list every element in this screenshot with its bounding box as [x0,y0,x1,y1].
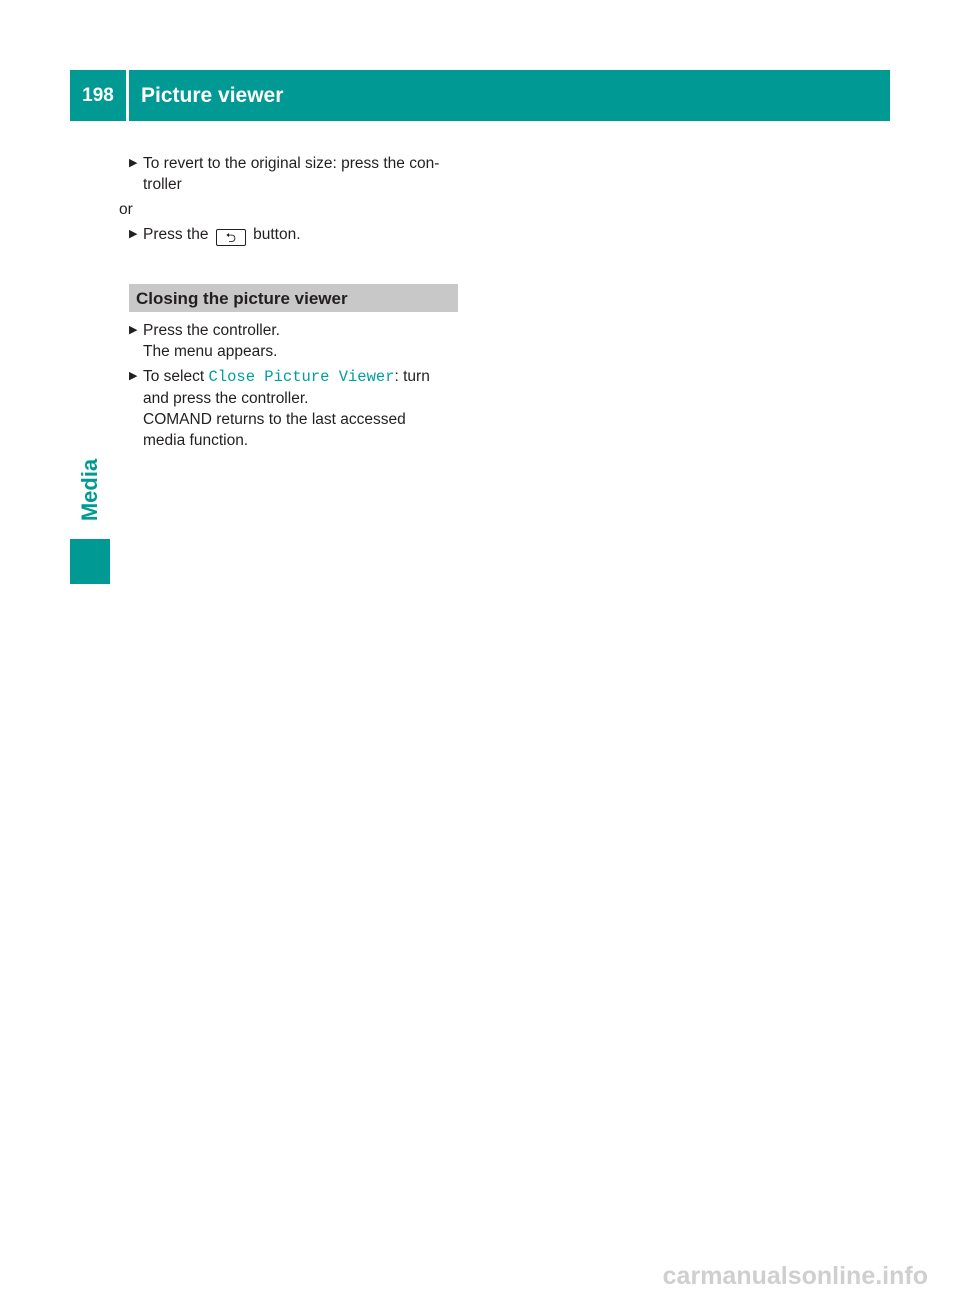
step-text: Press the controller. [143,322,280,339]
page-number: 198 [82,84,114,106]
instruction-step [129,320,459,362]
step-arrow-icon: ▶ [129,157,138,169]
back-button-icon: ⮌ [216,229,246,246]
side-section-tab [70,539,110,584]
or-separator: or [119,201,133,218]
step-text: button. [253,226,301,243]
instruction-step [129,224,459,246]
step-arrow-icon: ▶ [129,370,138,382]
instruction-step [129,366,459,451]
menu-item-close-picture-viewer: Close Picture Viewer [208,368,395,386]
step-arrow-icon: ▶ [129,228,138,240]
step-text: : turn [394,368,430,385]
step-text: To select [143,368,205,385]
content-column [119,153,459,451]
step-text: and press the controller. [143,390,309,407]
page-title: Picture viewer [141,83,284,107]
step-text: Press the [143,226,209,243]
step-arrow-icon: ▶ [129,324,138,336]
step-result-text: The menu appears. [143,343,278,360]
step-text: To revert to the original size: press the con- [143,155,440,172]
section-heading: Closing the picture viewer [129,284,458,312]
side-section-label [70,440,110,540]
instruction-step [129,153,459,195]
side-section-label-text: Media [77,458,103,522]
step-result-text: media function. [143,432,249,449]
step-result-text: COMAND returns to the last accessed [143,411,406,428]
header-divider [126,70,129,121]
watermark: carmanualsonline.info [662,1262,928,1290]
step-text: troller [143,176,182,193]
